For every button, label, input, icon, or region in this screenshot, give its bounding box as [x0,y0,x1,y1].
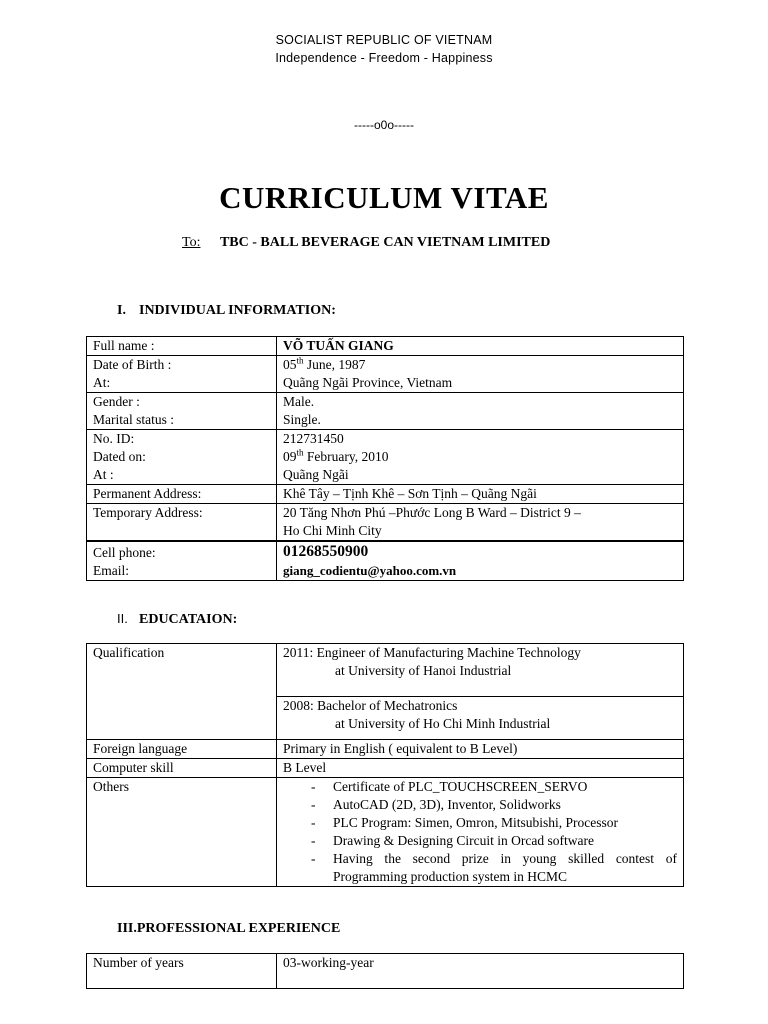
id-dated-label: Dated on: [93,449,146,464]
birthplace-label: At: [93,375,111,390]
status-values [277,393,684,430]
qualification-item: 2011: Engineer of Manufacturing Machine Technology at University of Hanoi Industrial [277,644,684,697]
table-row [87,393,684,430]
others-list-cell [277,778,684,887]
table-row [87,504,684,542]
computer-skill-label: Computer skill [87,759,277,778]
list-item: - AutoCAD (2D, 3D), Inventor, Solidworks [311,796,677,814]
computer-skill-value: B Level [277,759,684,778]
temporary-address-value: 20 Tăng Nhơn Phú –Phước Long B Ward – District 9 – Ho Chi Minh City [277,504,684,542]
id-value: 212731450 [283,431,344,446]
section-number: II. [117,611,128,626]
dob-value: 05th June, 1987 [283,355,366,372]
section-education-heading [117,611,237,628]
section-number: I. [117,303,126,318]
table-row [87,337,684,356]
country-heading: SOCIALIST REPUBLIC OF VIETNAM [275,33,493,47]
full-name-value: VÕ TUẤN GIANG [277,337,684,356]
section-title: INDIVIDUAL INFORMATION: [139,303,336,318]
experience-table [86,953,684,989]
cell-phone-label: Cell phone: [93,545,156,560]
table-row [87,778,684,887]
recipient-line [182,235,550,251]
temporary-address-label: Temporary Address: [87,504,277,542]
id-dated-value: 09th February, 2010 [283,447,389,464]
divider-ornament: -----o0o----- [354,118,414,132]
foreign-language-value: Primary in English ( equivalent to B Level) [277,740,684,759]
education-table [86,643,684,887]
cell-phone-value: 01268550900 [283,543,369,560]
qualification-label: Qualification [87,644,277,740]
table-row [87,740,684,759]
table-row [87,356,684,393]
years-label: Number of years [87,954,277,989]
permanent-address-label: Permanent Address: [87,485,277,504]
section-individual-heading [117,303,336,319]
dob-label: Date of Birth : [93,357,172,372]
table-row [87,541,684,581]
id-labels [87,430,277,485]
marital-label: Marital status : [93,412,174,427]
table-row [87,430,684,485]
list-item: - Drawing & Designing Circuit in Orcad software [311,832,677,850]
others-label: Others [87,778,277,887]
contact-labels [87,541,277,581]
permanent-address-value: Khê Tây – Tịnh Khê – Sơn Tịnh – Quãng Ngãi [277,485,684,504]
birth-values [277,356,684,393]
section-experience-heading: III.PROFESSIONAL EXPERIENCE [117,921,341,936]
document-title: CURRICULUM VITAE [219,180,549,215]
email-label: Email: [93,563,129,578]
individual-info-table [86,336,684,581]
list-item: - PLC Program: Simen, Omron, Mitsubishi, Processor [311,814,677,832]
list-item: - Having the second prize in young skilled contest of Programming production system in HCMC [311,850,677,886]
id-label: No. ID: [93,431,135,446]
email-value: giang_codientu@yahoo.com.vn [283,563,457,578]
gender-label: Gender : [93,394,140,409]
list-item: - Certificate of PLC_TOUCHSCREEN_SERVO [311,778,677,796]
foreign-language-label: Foreign language [87,740,277,759]
id-place-label: At : [93,467,114,482]
section-title: EDUCATAION: [139,612,238,627]
id-values [277,430,684,485]
full-name-label: Full name : [87,337,277,356]
table-row [87,644,684,697]
marital-value: Single. [283,412,321,427]
recipient-value: TBC - BALL BEVERAGE CAN VIETNAM LIMITED [219,235,551,250]
recipient-label: To: [182,235,201,250]
id-place-value: Quãng Ngãi [283,467,349,482]
contact-values [277,541,684,581]
status-labels [87,393,277,430]
table-row [87,485,684,504]
birth-labels [87,356,277,393]
table-row [87,759,684,778]
motto: Independence - Freedom - Happiness [275,51,493,65]
birthplace-value: Quãng Ngãi Province, Vietnam [283,375,453,390]
qualification-item: 2008: Bachelor of Mechatronics at University of Ho Chi Minh Industrial [277,697,684,740]
table-row [87,954,684,989]
gender-value: Male. [283,394,315,409]
years-value: 03-working-year [277,954,684,989]
others-list [283,778,677,886]
